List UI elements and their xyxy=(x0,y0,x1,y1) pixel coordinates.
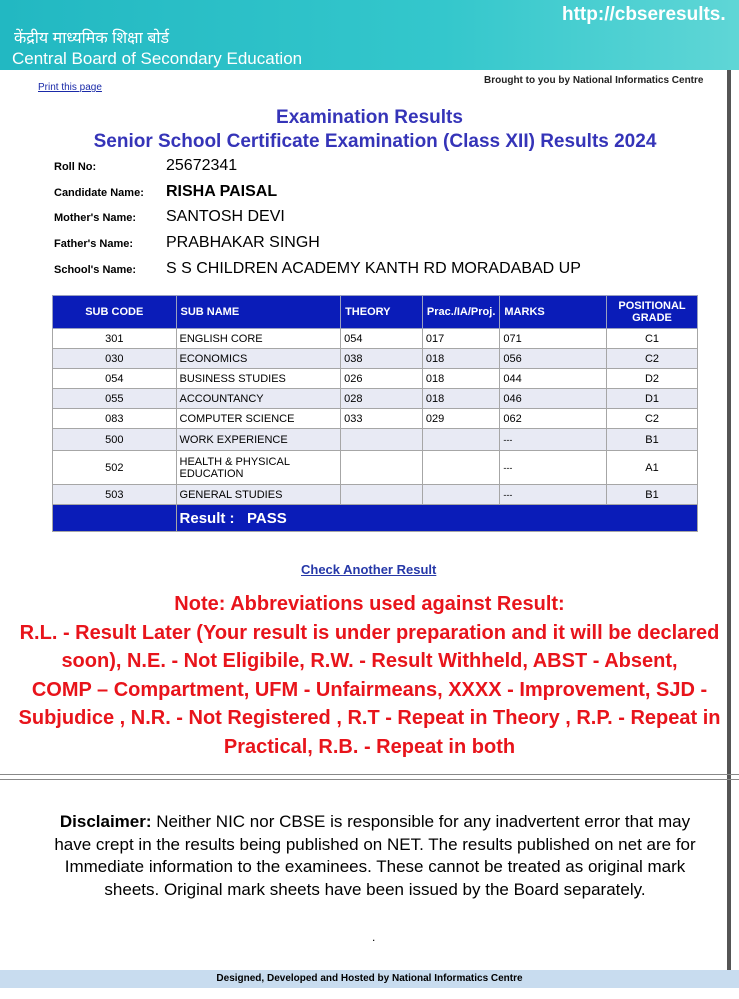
disclaimer-label: Disclaimer: xyxy=(59,812,152,831)
practical-cell xyxy=(422,429,499,451)
col-header-practical: Prac./IA/Proj. xyxy=(422,296,499,329)
theory-cell: 033 xyxy=(341,409,423,429)
marks-cell: --- xyxy=(500,451,607,485)
result-row xyxy=(53,505,698,532)
marks-table-header xyxy=(53,296,698,329)
sub-name-cell: BUSINESS STUDIES xyxy=(176,369,341,389)
disclaimer-dot: . xyxy=(372,930,376,944)
practical-cell xyxy=(422,451,499,485)
sub-code-cell: 054 xyxy=(53,369,177,389)
father-name-value: PRABHAKAR SINGH xyxy=(166,234,320,251)
school-name-value: S S CHILDREN ACADEMY KANTH RD MORADABAD UP xyxy=(166,260,581,277)
theory-cell: 026 xyxy=(341,369,423,389)
marks-cell: 071 xyxy=(500,329,607,349)
table-row xyxy=(53,329,698,349)
practical-cell xyxy=(422,485,499,505)
theory-cell: 028 xyxy=(341,389,423,409)
sub-code-cell: 502 xyxy=(53,451,177,485)
marks-table xyxy=(52,295,698,532)
grade-cell: D1 xyxy=(607,389,698,409)
grade-cell: C2 xyxy=(607,409,698,429)
practical-cell: 017 xyxy=(422,329,499,349)
theory-cell: 054 xyxy=(341,329,423,349)
sub-name-cell: COMPUTER SCIENCE xyxy=(176,409,341,429)
marks-cell: --- xyxy=(500,485,607,505)
exam-title: Senior School Certificate Examination (Class XII) Results 2024 xyxy=(93,131,657,152)
board-name-hindi: केंद्रीय माध्यमिक शिक्षा बोर्ड xyxy=(14,30,170,47)
site-url[interactable]: http://cbseresults. xyxy=(562,4,726,25)
theory-cell xyxy=(341,429,423,451)
page-border xyxy=(727,70,731,970)
col-header-sub-code: SUB CODE xyxy=(53,296,177,329)
print-page-link[interactable]: Print this page xyxy=(38,82,102,93)
board-name-english: Central Board of Secondary Education xyxy=(12,49,303,68)
note-line: Practical, R.B. - Repeat in both xyxy=(223,735,516,758)
practical-cell: 018 xyxy=(422,389,499,409)
grade-cell: B1 xyxy=(607,429,698,451)
sub-name-cell: HEALTH & PHYSICAL EDUCATION xyxy=(176,451,341,485)
table-row xyxy=(53,389,698,409)
section-divider xyxy=(0,774,739,780)
roll-number-label: Roll No: xyxy=(54,161,97,173)
sub-name-cell: GENERAL STUDIES xyxy=(176,485,341,505)
col-header-marks: MARKS xyxy=(500,296,607,329)
note-heading: Note: Abbreviations used against Result: xyxy=(174,593,565,615)
marks-cell: --- xyxy=(500,429,607,451)
note-line: soon), N.E. - Not Eligibile, R.W. - Result Withheld, ABST - Absent, xyxy=(61,650,678,672)
sub-name-cell: ENGLISH CORE xyxy=(176,329,341,349)
site-header xyxy=(0,0,739,70)
roll-number-value: 25672341 xyxy=(166,157,238,174)
mother-name-label: Mother's Name: xyxy=(54,212,137,224)
grade-cell: C2 xyxy=(607,349,698,369)
disclaimer-text: Neither NIC nor CBSE is responsible for any inadvertent error that may have crept in the results being published on NET. The results published on net are for Immediate information to the examinees. These cannot be treated as original mark sheets. Original mark sheets have been issued by the Board separately. xyxy=(54,812,696,899)
school-name-label: School's Name: xyxy=(54,264,137,276)
result-status: Result : PASS xyxy=(176,505,697,532)
grade-cell: A1 xyxy=(607,451,698,485)
grade-cell: C1 xyxy=(607,329,698,349)
note-line: COMP – Compartment, UFM - Unfairmeans, XXXX - Improvement, SJD - xyxy=(31,678,708,701)
marks-cell: 056 xyxy=(500,349,607,369)
table-row xyxy=(53,369,698,389)
sub-name-cell: ECONOMICS xyxy=(176,349,341,369)
note-line: Subjudice , N.R. - Not Registered , R.T - Repeat in Theory , R.P. - Repeat in xyxy=(18,707,721,729)
brought-by-text: Brought to you by National Informatics Centre xyxy=(484,75,704,86)
col-header-grade: POSITIONAL GRADE xyxy=(607,296,698,329)
theory-cell xyxy=(341,451,423,485)
theory-cell xyxy=(341,485,423,505)
practical-cell: 018 xyxy=(422,369,499,389)
candidate-name-value: RISHA PAISAL xyxy=(166,183,278,200)
father-name-label: Father's Name: xyxy=(54,238,134,250)
mother-name-value: SANTOSH DEVI xyxy=(166,208,285,225)
check-another-result-link[interactable]: Check Another Result xyxy=(301,562,437,577)
sub-code-cell: 055 xyxy=(53,389,177,409)
result-blank-cell xyxy=(53,505,177,532)
sub-name-cell: ACCOUNTANCY xyxy=(176,389,341,409)
site-footer: Designed, Developed and Hosted by National Informatics Centre xyxy=(0,970,739,988)
grade-cell: D2 xyxy=(607,369,698,389)
sub-code-cell: 301 xyxy=(53,329,177,349)
table-row xyxy=(53,409,698,429)
theory-cell: 038 xyxy=(341,349,423,369)
table-row xyxy=(53,485,698,505)
sub-code-cell: 083 xyxy=(53,409,177,429)
marks-cell: 062 xyxy=(500,409,607,429)
page-title: Examination Results xyxy=(276,107,463,128)
candidate-name-label: Candidate Name: xyxy=(54,187,144,199)
col-header-theory: THEORY xyxy=(341,296,423,329)
table-row xyxy=(53,349,698,369)
col-header-sub-name: SUB NAME xyxy=(176,296,341,329)
practical-cell: 029 xyxy=(422,409,499,429)
disclaimer-block xyxy=(40,811,710,901)
table-row xyxy=(53,429,698,451)
sub-code-cell: 030 xyxy=(53,349,177,369)
grade-cell: B1 xyxy=(607,485,698,505)
sub-code-cell: 500 xyxy=(53,429,177,451)
practical-cell: 018 xyxy=(422,349,499,369)
marks-cell: 046 xyxy=(500,389,607,409)
sub-name-cell: WORK EXPERIENCE xyxy=(176,429,341,451)
sub-code-cell: 503 xyxy=(53,485,177,505)
table-row xyxy=(53,451,698,485)
marks-cell: 044 xyxy=(500,369,607,389)
note-line: R.L. - Result Later (Your result is under preparation and it will be declared xyxy=(19,621,720,644)
abbreviation-note xyxy=(0,590,739,761)
